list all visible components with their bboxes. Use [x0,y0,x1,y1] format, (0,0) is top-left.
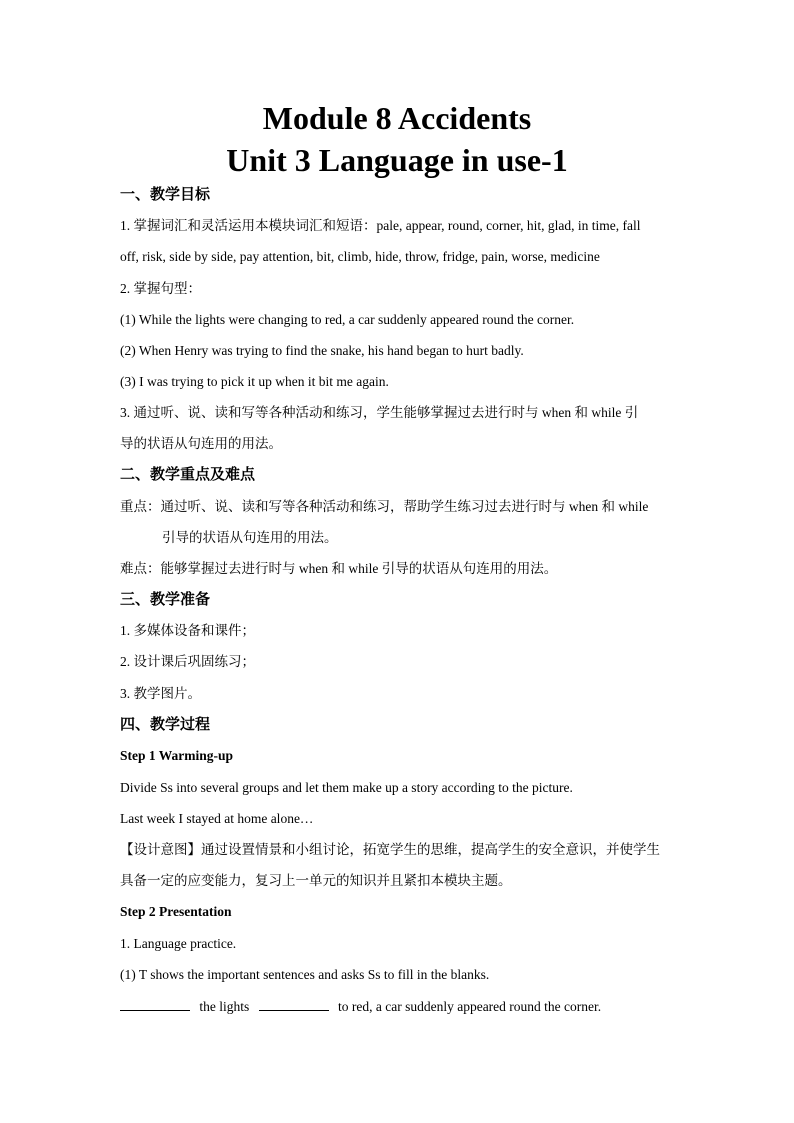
objective-1-line-2: off, risk, side by side, pay attention, bit, climb, hide, throw, fridge, pain, worse, medicine [120,249,600,264]
key-point-line-2: 引导的状语从句连用的用法。 [162,530,338,545]
blank-2 [259,996,329,1011]
design-intent-line-2: 具备一定的应变能力，复习上一单元的知识并且紧扣本模块主题。 [120,873,512,888]
preparation-item-3: 3. 教学图片。 [120,686,201,701]
objective-2: 2. 掌握句型： [120,281,201,296]
objective-3-line-1: 3. 通过听、说、读和写等各种活动和练习，学生能够掌握过去进行时与 when 和 while 引 [120,405,639,420]
section-heading-preparation: 三、教学准备 [120,592,211,608]
practice-instruction: (1) T shows the important sentences and asks Ss to fill in the blanks. [120,967,490,982]
difficult-point: 难点：能够掌握过去进行时与 when 和 while 引导的状语从句连用的用法。 [120,561,558,576]
blank-1 [120,996,190,1011]
preparation-item-1: 1. 多媒体设备和课件； [120,623,255,638]
key-point-line-1: 重点：通过听、说、读和写等各种活动和练习，帮助学生练习过去进行时与 when 和 while [120,499,649,514]
step-2-heading: Step 2 Presentation [120,904,232,919]
fill-text-mid: the lights [199,999,250,1014]
fill-text-end: to red, a car suddenly appeared round the corner. [338,999,602,1014]
sentence-pattern-1: (1) While the lights were changing to red, a car suddenly appeared round the corner. [120,312,575,327]
objective-3-line-2: 导的状语从句连用的用法。 [120,436,282,451]
design-intent-line-1: 【设计意图】通过设置情景和小组讨论，拓宽学生的思维，提高学生的安全意识，并使学生 [120,842,660,857]
step-1-heading: Step 1 Warming-up [120,748,234,763]
step-1-paragraph-1: Divide Ss into several groups and let them make up a story according to the picture. [120,780,573,795]
section-heading-key-points: 二、教学重点及难点 [120,467,256,483]
document-title: Module 8 Accidents [262,100,532,136]
step-1-paragraph-2: Last week I stayed at home alone… [120,811,314,826]
sentence-pattern-3: (3) I was trying to pick it up when it bit me again. [120,374,389,389]
document-subtitle: Unit 3 Language in use-1 [226,142,568,178]
objective-1-line-1: 1. 掌握词汇和灵活运用本模块词汇和短语：pale, appear, round, corner, hit, glad, in time, fall [120,218,641,233]
section-heading-objectives: 一、教学目标 [120,187,211,203]
sentence-pattern-2: (2) When Henry was trying to find the snake, his hand began to hurt badly. [120,343,524,358]
preparation-item-2: 2. 设计课后巩固练习； [120,654,255,669]
section-heading-process: 四、教学过程 [120,717,211,733]
language-practice: 1. Language practice. [120,936,237,951]
fill-in-blank-sentence [120,996,680,1017]
